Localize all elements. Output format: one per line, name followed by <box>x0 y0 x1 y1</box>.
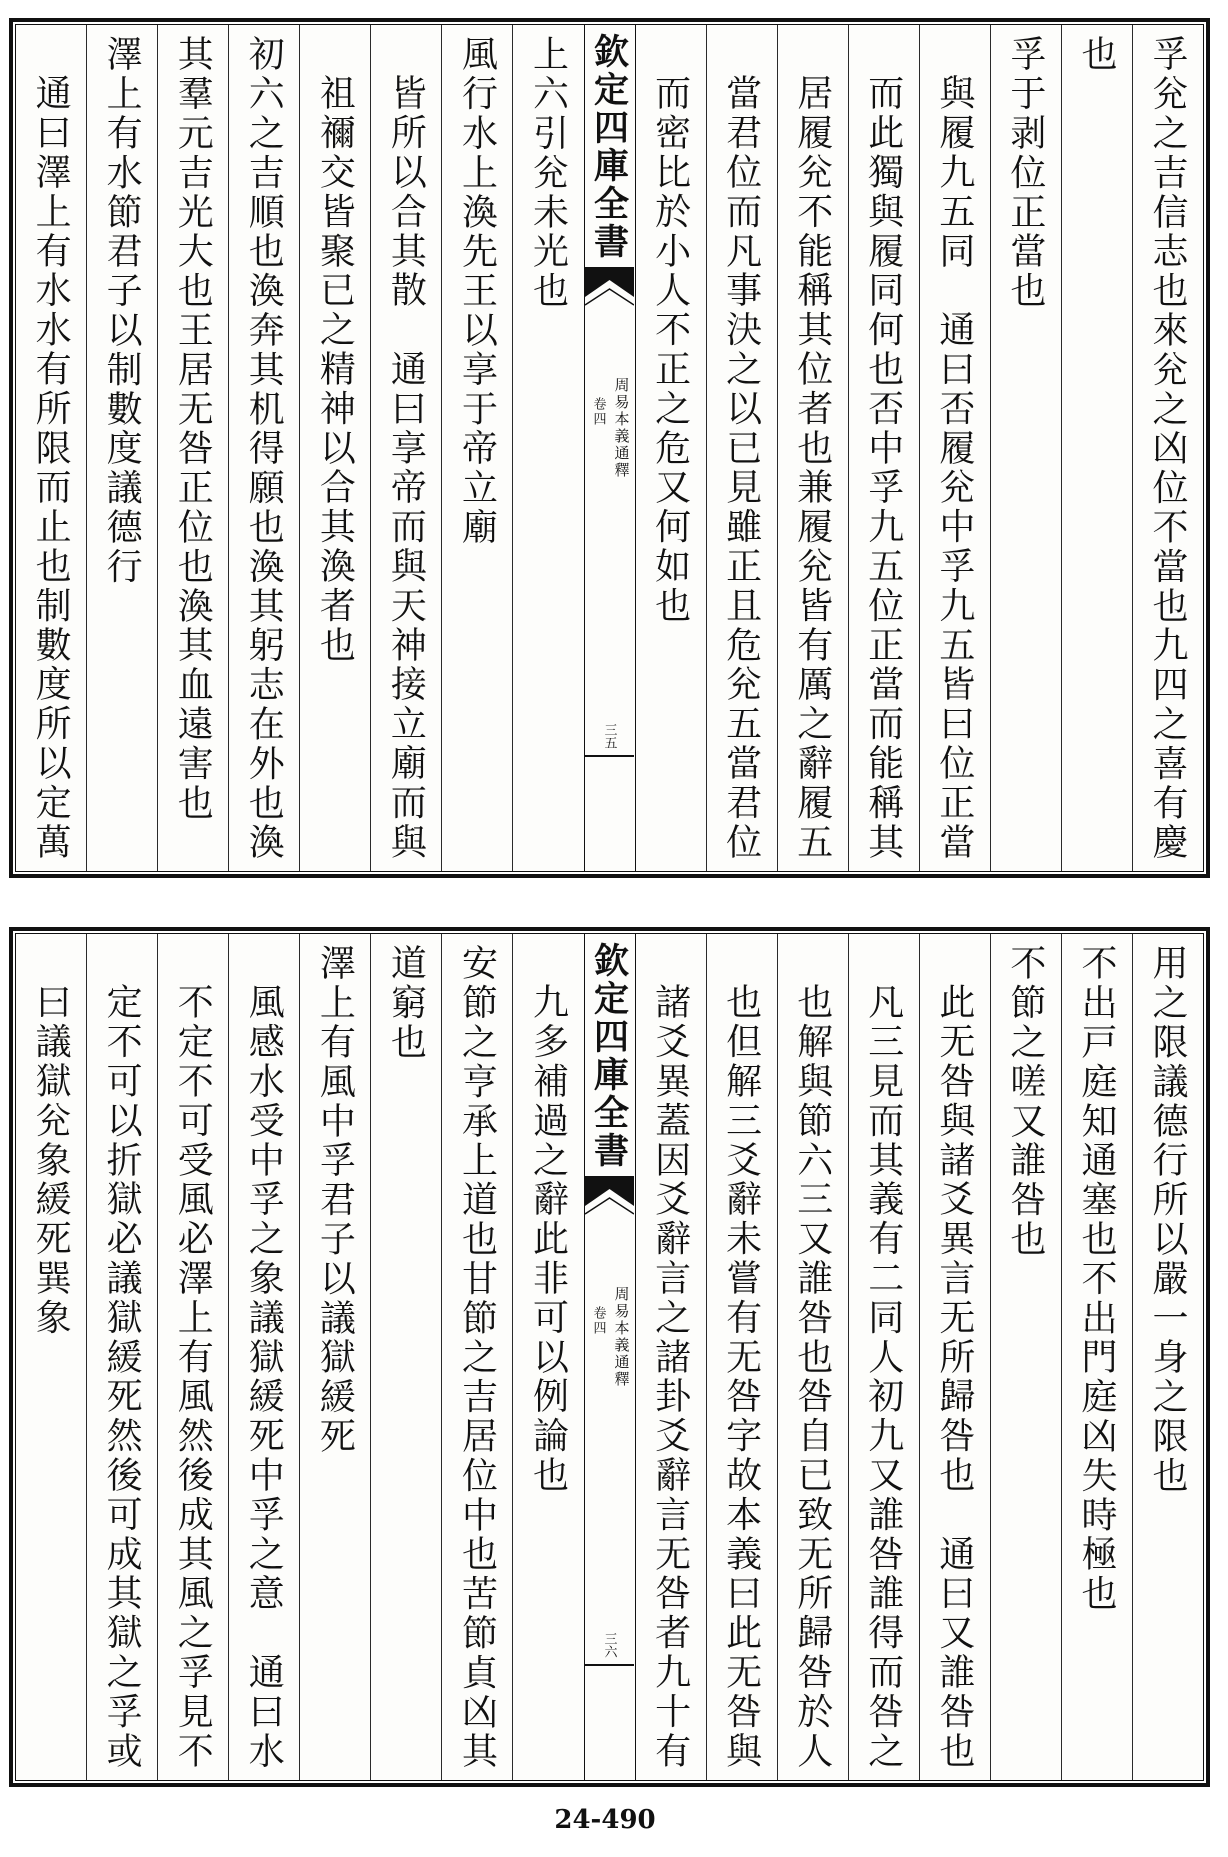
folio-number: 三五 <box>601 723 617 749</box>
volume-label: 卷四 <box>590 397 606 427</box>
text-column: 其羣元吉光大也王居无咎正位也渙其血遠害也 <box>157 25 228 871</box>
text-column: 孚于剥位正當也 <box>990 25 1061 871</box>
collection-title: 欽定四庫全書 <box>588 942 630 1170</box>
commentary-column: 當君位而凡事決之以已見雖正且危兊五當君位 <box>706 25 777 871</box>
commentary-column: 定不可以折獄必議獄緩死然後可成其獄之孚或 <box>86 934 157 1780</box>
commentary-column: 諸爻異蓋因爻辭言之諸卦爻辭言无咎者九十有 <box>649 983 691 1771</box>
text-column: 上六引兊未光也 <box>512 25 583 871</box>
text-column: 風行水上渙先王以享于帝立廟 <box>441 25 512 871</box>
commentary-column: 居履兊不能稱其位者也兼履兊皆有厲之辭履五 <box>777 25 848 871</box>
folio-number: 三六 <box>601 1632 617 1658</box>
commentary-column: 而此獨與履同何也否中孚九五位正當而能稱其 <box>848 25 919 871</box>
upper-page-panel <box>9 18 1210 878</box>
commentary-column: 九多補過之辭此非可以例論也 <box>512 934 583 1780</box>
column-grid <box>16 934 1203 1780</box>
commentary-column: 而密比於小人不正之危又何如也 <box>649 74 691 626</box>
commentary-column: 通曰澤上有水水有所限而止也制數度所以定萬 <box>30 74 72 862</box>
text-column: 澤上有水節君子以制數度議德行 <box>86 25 157 871</box>
page-number: 24-490 <box>554 1805 656 1835</box>
commentary-column: 與履九五同 通曰否履兊中孚九五皆曰位正當 <box>919 25 990 871</box>
book-title: 周易本義通釋 <box>612 377 631 479</box>
text-column: 不節之嗟又誰咎也 <box>990 934 1061 1780</box>
commentary-column: 此无咎與諸爻異言无所歸咎也 通曰又誰咎也 <box>919 934 990 1780</box>
page-center-strip <box>584 25 636 871</box>
book-title: 周易本義通釋 <box>612 1286 631 1388</box>
text-column: 澤上有風中孚君子以議獄緩死 <box>299 934 370 1780</box>
page-center-strip <box>584 934 636 1780</box>
commentary-column: 皆所以合其散 通曰享帝而與天神接立廟而與 <box>370 25 441 871</box>
volume-label: 卷四 <box>590 1306 606 1336</box>
fish-tail-ornament <box>585 1176 634 1216</box>
text-column: 孚兊之吉信志也來兊之凶位不當也九四之喜有慶 <box>1132 25 1203 871</box>
folio-rule <box>585 1664 634 1666</box>
collection-title: 欽定四庫全書 <box>588 33 630 261</box>
commentary-column: 不定不可受風必澤上有風然後成其風之孚見不 <box>157 934 228 1780</box>
folio-rule <box>585 755 634 757</box>
text-column: 也 <box>1061 25 1132 871</box>
text-column: 不出戸庭知通塞也不出門庭凶失時極也 <box>1061 934 1132 1780</box>
column-grid <box>16 25 1203 871</box>
fish-tail-ornament <box>585 267 634 307</box>
commentary-column: 也解與節六三又誰咎也咎自已致无所歸咎於人 <box>777 934 848 1780</box>
text-column: 安節之亨承上道也甘節之吉居位中也苦節貞凶其 <box>441 934 512 1780</box>
commentary-column: 祖禰交皆聚已之精神以合其渙者也 <box>299 25 370 871</box>
commentary-column: 凡三見而其義有二同人初九又誰咎誰得而咎之 <box>848 934 919 1780</box>
commentary-column: 風感水受中孚之象議獄緩死中孚之意 通曰水 <box>228 934 299 1780</box>
text-column: 用之限議德行所以嚴一身之限也 <box>1132 934 1203 1780</box>
lower-page-panel <box>9 927 1210 1787</box>
commentary-column: 曰議獄兊象緩死巽象 <box>30 983 72 1338</box>
text-column: 初六之吉順也渙奔其机得願也渙其躬志在外也渙 <box>228 25 299 871</box>
commentary-column: 也但解三爻辭未嘗有无咎字故本義曰此无咎與 <box>706 934 777 1780</box>
text-column: 道窮也 <box>370 934 441 1780</box>
